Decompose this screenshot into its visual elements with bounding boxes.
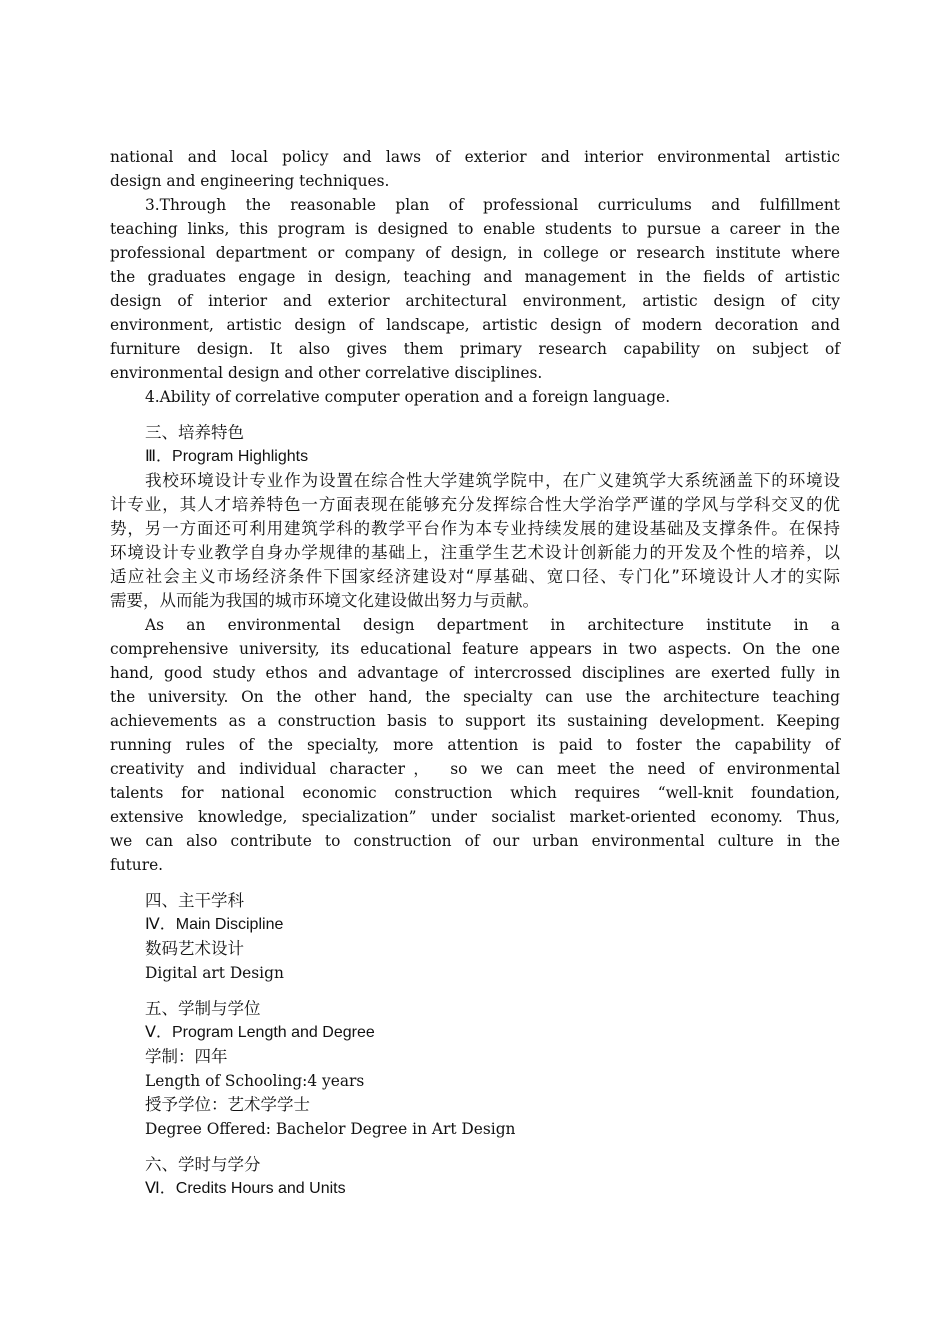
text-line: comprehensive university, its educational feature appears in two aspects. On the one (110, 640, 840, 658)
text-line: talents for national economic construction which requires “well-knit foundation, (110, 784, 840, 802)
heading-section-3-en (110, 445, 840, 469)
text-line: 环境设计专业教学自身办学规律的基础上，注重学生艺术设计创新能力的开发及个性的培养，以 (110, 543, 840, 562)
text-line: 三、培养特色 (145, 423, 244, 442)
heading-section-3-cn (110, 421, 840, 445)
text-line: creativity and individual character， so we can meet the need of environmental (110, 760, 840, 778)
schooling-length-cn (110, 1045, 840, 1069)
text-line: Ⅲ．Program Highlights (145, 448, 309, 465)
heading-section-6-cn (110, 1153, 840, 1177)
paragraph-objective-2-continued (110, 145, 840, 193)
text-line: Degree Offered: Bachelor Degree in Art Design (145, 1120, 516, 1138)
text-line: Ⅳ．Main Discipline (145, 916, 284, 933)
text-line: the university. On the other hand, the specialty can use the architecture teaching (110, 688, 840, 706)
heading-section-4-cn (110, 889, 840, 913)
text-line: 数码艺术设计 (145, 939, 244, 958)
paragraph-objective-3 (110, 193, 840, 385)
text-line: 势，另一方面还可利用建筑学科的教学平台作为本专业持续发展的建设基础及支撑条件。在保持 (110, 519, 840, 538)
text-line: 六、学时与学分 (145, 1155, 261, 1174)
discipline-en (110, 961, 840, 985)
text-line: 需要，从而能为我国的城市环境文化建设做出努力与贡献。 (110, 591, 539, 610)
heading-section-6-en (110, 1177, 840, 1201)
text-line: Ⅴ．Program Length and Degree (145, 1024, 375, 1041)
text-line: professional department or company of design, in college or research institute where (110, 244, 840, 262)
section-gap (110, 409, 840, 421)
paragraph-highlights-cn (110, 469, 840, 613)
text-line: environmental design and other correlative disciplines. (110, 364, 543, 382)
document-page (110, 145, 840, 1201)
heading-section-5-en (110, 1021, 840, 1045)
section-gap (110, 985, 840, 997)
text-line: running rules of the specialty, more attention is paid to foster the capability of (110, 736, 840, 754)
text-line: 3.Through the reasonable plan of professional curriculums and fulfillment (145, 196, 840, 214)
text-line: Length of Schooling:4 years (145, 1072, 365, 1090)
text-line: extensive knowledge, specialization” under socialist market-oriented economy. Thus, (110, 808, 840, 826)
text-line: teaching links, this program is designed to enable students to pursue a career in the (110, 220, 840, 238)
text-line: 五、学制与学位 (145, 999, 261, 1018)
text-line: 我校环境设计专业作为设置在综合性大学建筑学院中，在广义建筑学大系统涵盖下的环境设 (145, 471, 840, 490)
text-line: 学制：四年 (145, 1047, 228, 1066)
text-line: national and local policy and laws of exterior and interior environmental artistic (110, 148, 840, 166)
text-line: Ⅵ．Credits Hours and Units (145, 1180, 346, 1197)
text-line: 4.Ability of correlative computer operation and a foreign language. (145, 388, 671, 406)
text-line: 四、主干学科 (145, 891, 244, 910)
discipline-cn (110, 937, 840, 961)
text-line: 授予学位：艺术学学士 (145, 1095, 310, 1114)
text-line: As an environmental design department in architecture institute in a (145, 616, 840, 634)
text-line: environment, artistic design of landscape, artistic design of modern decoration and (110, 316, 840, 334)
text-line: the graduates engage in design, teaching and management in the fields of artistic (110, 268, 840, 286)
section-gap (110, 877, 840, 889)
text-line: 适应社会主义市场经济条件下国家经济建设对“厚基础、宽口径、专门化”环境设计人才的实际 (110, 567, 840, 586)
text-line: furniture design. It also gives them primary research capability on subject of (110, 340, 840, 358)
text-line: achievements as a construction basis to support its sustaining development. Keeping (110, 712, 840, 730)
paragraph-highlights-en (110, 613, 840, 877)
text-line: we can also contribute to construction of our urban environmental culture in the (110, 832, 840, 850)
text-line: design and engineering techniques. (110, 172, 390, 190)
text-line: hand, good study ethos and advantage of intercrossed disciplines are exerted fully in (110, 664, 840, 682)
degree-offered-cn (110, 1093, 840, 1117)
paragraph-objective-4 (110, 385, 840, 409)
degree-offered-en (110, 1117, 840, 1141)
heading-section-5-cn (110, 997, 840, 1021)
schooling-length-en (110, 1069, 840, 1093)
text-line: Digital art Design (145, 964, 284, 982)
text-line: design of interior and exterior architectural environment, artistic design of city (110, 292, 840, 310)
text-line: future. (110, 856, 164, 874)
heading-section-4-en (110, 913, 840, 937)
text-line: 计专业，其人才培养特色一方面表现在能够充分发挥综合性大学治学严谨的学风与学科交叉的优 (110, 495, 840, 514)
section-gap (110, 1141, 840, 1153)
